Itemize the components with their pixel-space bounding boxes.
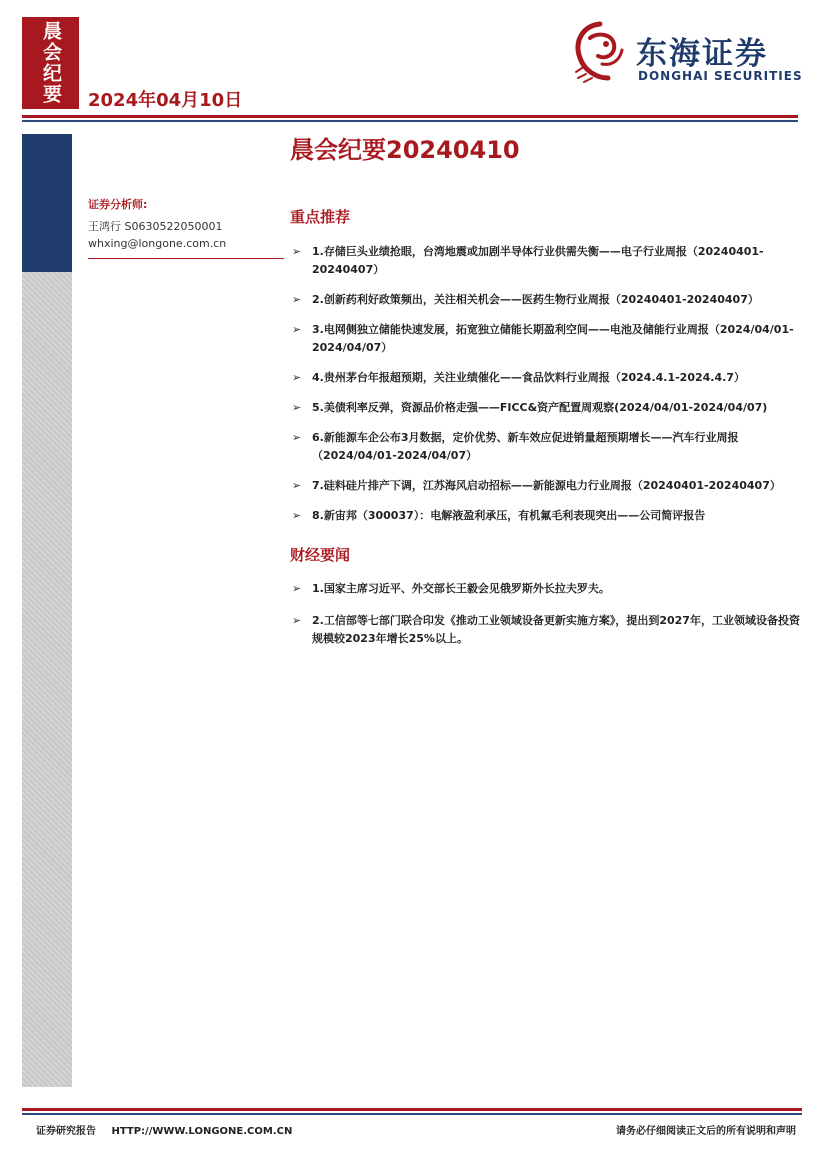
list-item-text: 4.贵州茅台年报超预期，关注业绩催化——食品饮料行业周报（2024.4.1-2024.4.7） — [312, 371, 745, 384]
footer-disclaimer: 请务必仔细阅读正文后的所有说明和声明 — [616, 1126, 796, 1137]
list-item[interactable] — [292, 429, 800, 465]
corner-report-tag: 晨会纪要 — [22, 17, 79, 109]
list-item[interactable] — [292, 580, 800, 598]
analyst-name: 王鸿行 S0630522050001 — [88, 220, 223, 233]
list-item-text: 5.美债利率反弹，资源品价格走强——FICC&资产配置周观察(2024/04/01-2024/04/07) — [312, 401, 768, 414]
analyst-divider — [88, 258, 284, 259]
list-item[interactable] — [292, 399, 800, 417]
footer-divider-red — [22, 1108, 802, 1111]
sidebar-accent-navy — [22, 134, 72, 272]
footer-left — [36, 1122, 304, 1137]
arrow-bullet-icon: ➢ — [292, 401, 302, 414]
list-item[interactable] — [292, 321, 800, 357]
list-item[interactable] — [292, 612, 800, 648]
list-item[interactable] — [292, 477, 800, 495]
highlights-list — [292, 243, 800, 525]
arrow-bullet-icon: ➢ — [292, 431, 302, 444]
arrow-bullet-icon: ➢ — [292, 245, 302, 258]
footer-website-link[interactable]: HTTP://WWW.LONGONE.COM.CN — [111, 1126, 293, 1137]
list-item[interactable] — [292, 507, 800, 525]
arrow-bullet-icon: ➢ — [292, 293, 302, 306]
list-item-text: 7.硅料硅片排产下调，江苏海风启动招标——新能源电力行业周报（20240401-20240407） — [312, 479, 781, 492]
arrow-bullet-icon: ➢ — [292, 323, 302, 336]
logo-english-name: DONGHAI SECURITIES — [638, 69, 803, 83]
list-item-text: 2.创新药利好政策频出，关注相关机会——医药生物行业周报（20240401-20240407） — [312, 293, 759, 306]
list-item-text: 8.新宙邦（300037）：电解液盈利承压，有机氟毛利表现突出——公司简评报告 — [312, 509, 706, 522]
section-title-highlights: 重点推荐 — [290, 208, 351, 226]
list-item[interactable] — [292, 243, 800, 279]
logo-chinese-name: 东海证券 — [636, 36, 768, 72]
arrow-bullet-icon: ➢ — [292, 614, 302, 627]
arrow-bullet-icon: ➢ — [292, 371, 302, 384]
report-date: 2024年04月10日 — [88, 90, 243, 111]
page-title: 晨会纪要20240410 — [290, 136, 520, 164]
analyst-email[interactable]: whxing@longone.com.cn — [88, 237, 227, 250]
header-divider-blue — [22, 120, 798, 122]
arrow-bullet-icon: ➢ — [292, 509, 302, 522]
list-item[interactable] — [292, 291, 800, 309]
section-title-news: 财经要闻 — [290, 546, 351, 564]
footer-divider-blue — [22, 1113, 802, 1115]
list-item[interactable] — [292, 369, 800, 387]
list-item-text: 2.工信部等七部门联合印发《推动工业领域设备更新实施方案》，提出到2027年，工业领域设备投资规模较2023年增长25%以上。 — [312, 614, 800, 645]
header-divider-red — [22, 115, 798, 118]
arrow-bullet-icon: ➢ — [292, 479, 302, 492]
list-item-text: 3.电网侧独立储能快速发展，拓宽独立储能长期盈利空间——电池及储能行业周报（2024/04/01-2024/04/07） — [312, 323, 794, 354]
news-list — [292, 580, 800, 648]
list-item-text: 1.国家主席习近平、外交部长王毅会见俄罗斯外长拉夫罗夫。 — [312, 582, 610, 595]
analyst-label: 证券分析师: — [88, 198, 148, 211]
footer-report-type: 证券研究报告 — [36, 1126, 96, 1137]
analyst-panel — [88, 196, 284, 259]
sidebar-accent-gray — [22, 272, 72, 1087]
list-item-text: 1.存储巨头业绩抢眼，台湾地震或加剧半导体行业供需失衡——电子行业周报（20240401-20240407） — [312, 245, 764, 276]
dragon-logo-icon — [568, 20, 632, 86]
arrow-bullet-icon: ➢ — [292, 582, 302, 595]
company-logo — [568, 20, 808, 88]
list-item-text: 6.新能源车企公布3月数据，定价优势、新车效应促进销量超预期增长——汽车行业周报（2024/04/01-2024/04/07） — [312, 431, 739, 462]
